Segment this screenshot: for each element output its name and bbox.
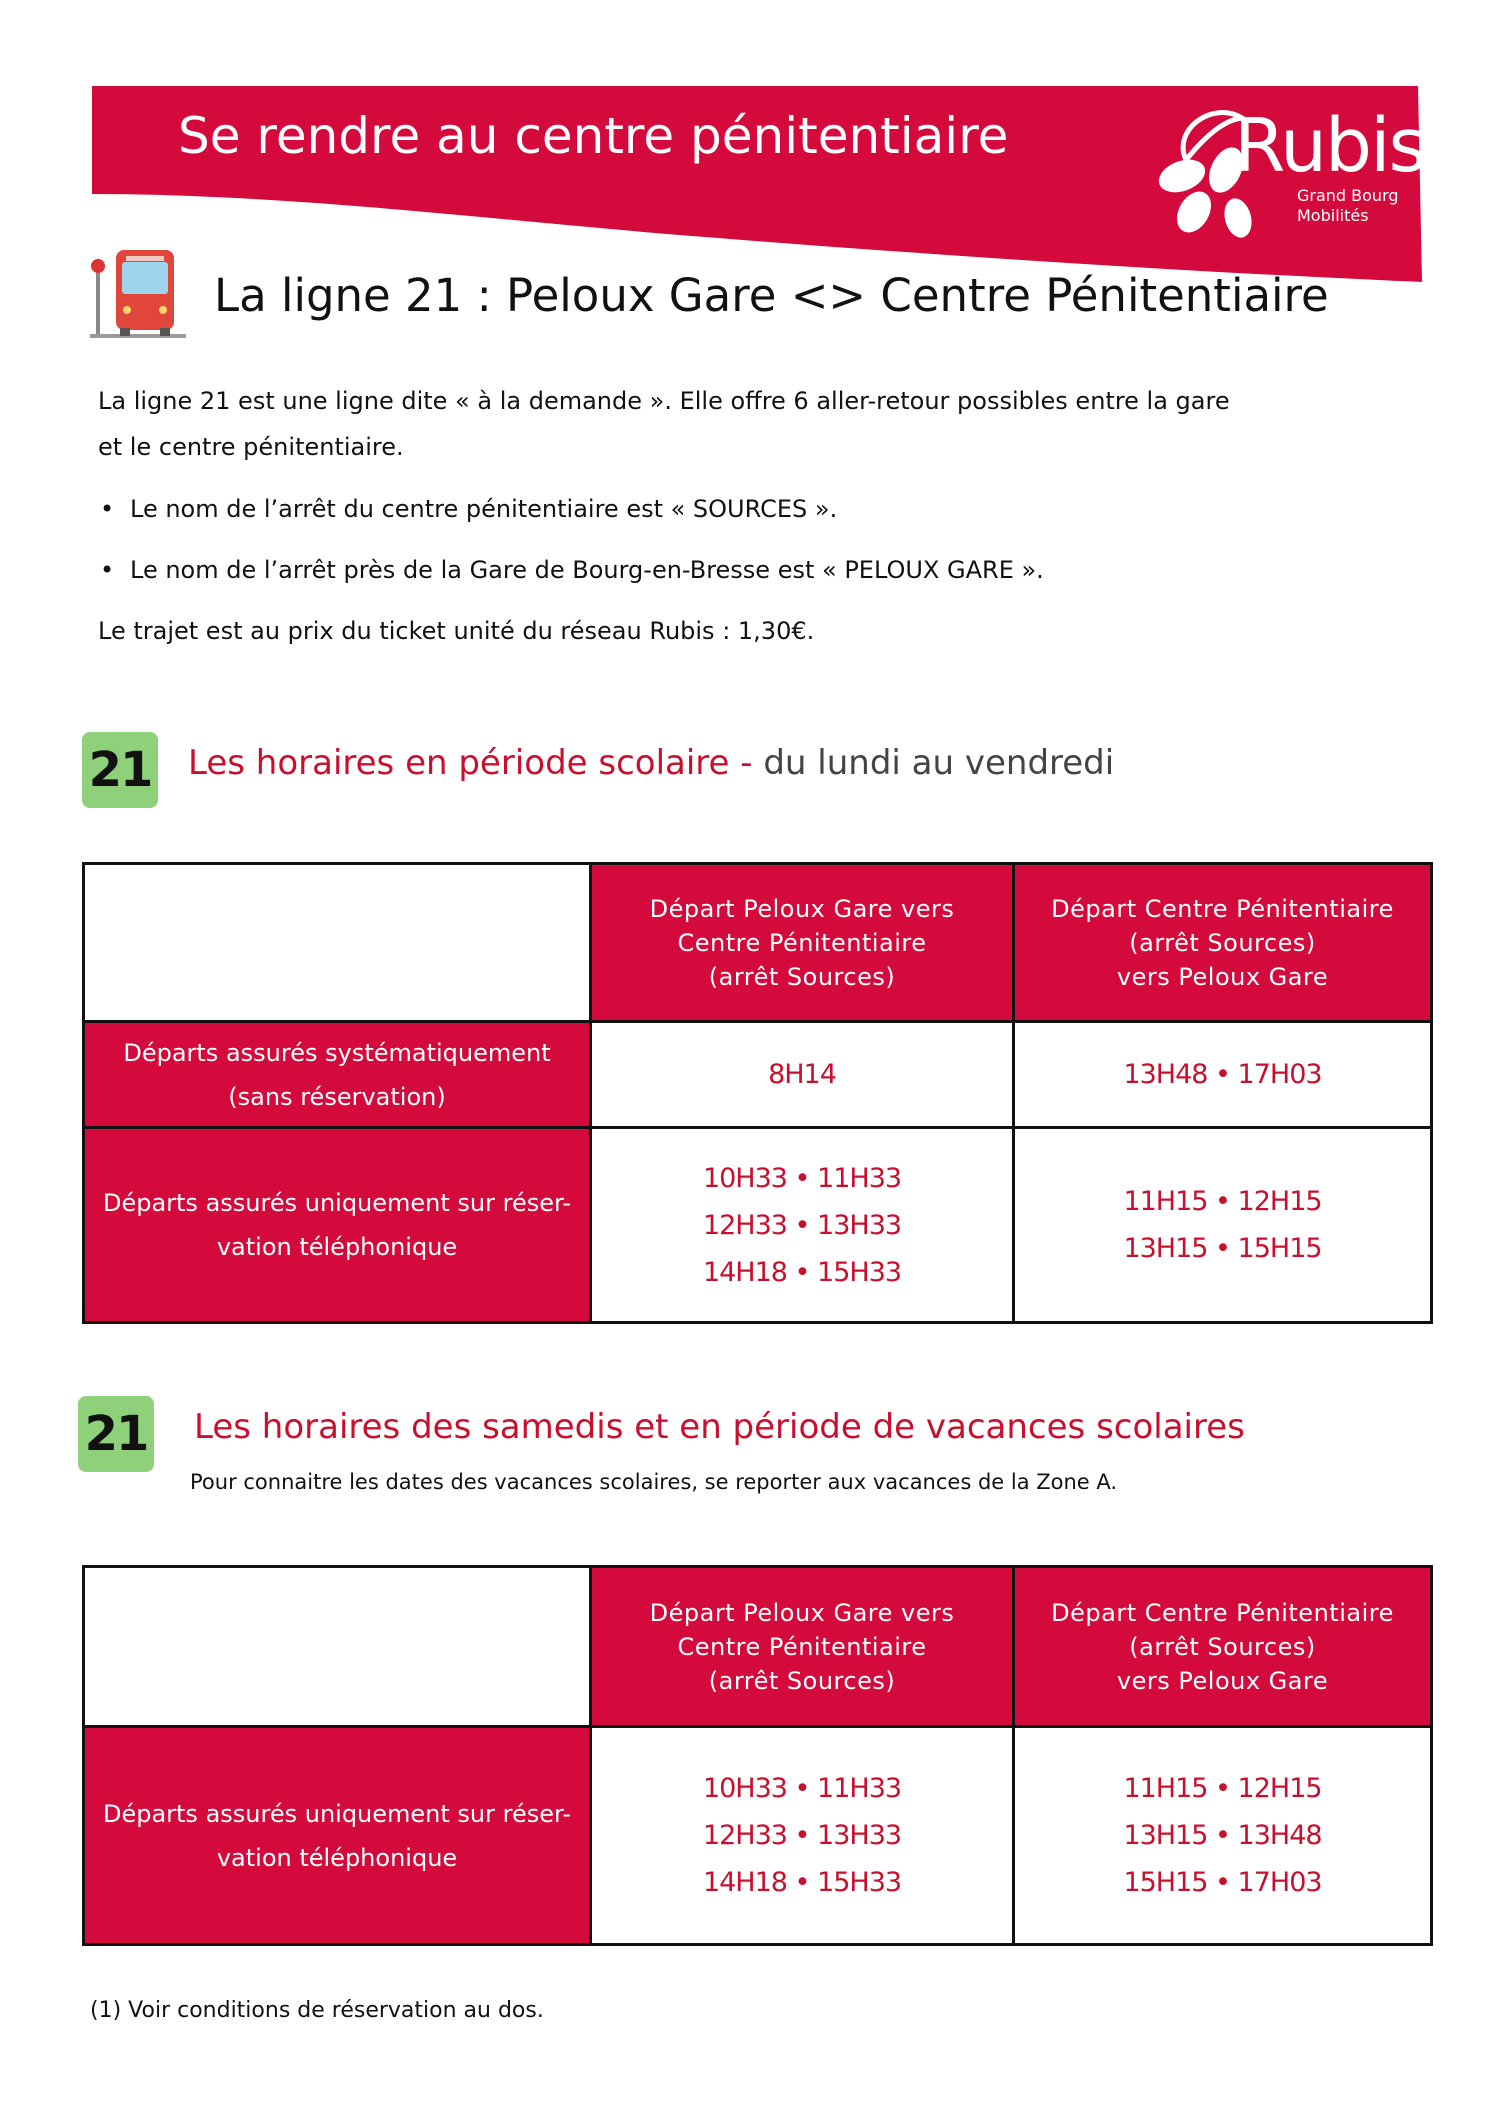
row-header-reservation: Départs assurés uniquement sur réser- vation téléphonique [84,1727,591,1945]
intro-text [98,378,1348,654]
times-cell: 10H33 • 11H33 12H33 • 13H33 14H18 • 15H33 [591,1128,1014,1323]
price-info: Le trajet est au prix du ticket unité du réseau Rubis : 1,30€. [98,617,815,645]
list-item: • Le nom de l’arrêt près de la Gare de Bourg-en-Bresse est « PELOUX GARE ». [98,547,1348,593]
times-cell: 11H15 • 12H15 13H15 • 15H15 [1014,1128,1432,1323]
school-schedule-table [82,862,1433,1324]
brand-subtitle: Grand Bourg Mobilités [1297,186,1399,225]
times-cell: 13H48 • 17H03 [1014,1022,1432,1128]
list-item: • Le nom de l’arrêt du centre pénitentiaire est « SOURCES ». [98,486,1348,532]
column-header-centre-penitentiaire: Départ Centre Pénitentiaire (arrêt Sources) vers Peloux Gare [1014,1567,1432,1727]
page-title: Se rendre au centre pénitentiaire [178,107,1009,165]
section-title-school: Les horaires en période scolaire - du lundi au vendredi [188,743,1115,783]
times-cell: 10H33 • 11H33 12H33 • 13H33 14H18 • 15H33 [591,1727,1014,1945]
intro-paragraph: La ligne 21 est une ligne dite « à la demande ». Elle offre 6 aller-retour possibles entre la gare [98,387,1230,415]
footnote: (1) Voir conditions de réservation au dos. [90,1998,544,2023]
holiday-note: Pour connaitre les dates des vacances scolaires, se reporter aux vacances de la Zone A. [190,1470,1118,1494]
intro-paragraph-cont: et le centre pénitentiaire. [98,433,404,461]
holiday-schedule-table [82,1565,1433,1946]
column-header-centre-penitentiaire: Départ Centre Pénitentiaire (arrêt Sources) vers Peloux Gare [1014,864,1432,1022]
column-header-peloux-gare: Départ Peloux Gare vers Centre Pénitentiaire (arrêt Sources) [591,864,1014,1022]
line-title: La ligne 21 : Peloux Gare <> Centre Pénitentiaire [214,269,1329,322]
times-cell: 8H14 [591,1022,1014,1128]
brand-name: Rubis [1234,103,1426,189]
times-cell: 11H15 • 12H15 13H15 • 13H48 15H15 • 17H03 [1014,1727,1432,1945]
column-header-peloux-gare: Départ Peloux Gare vers Centre Pénitentiaire (arrêt Sources) [591,1567,1014,1727]
bus-stop-icon [90,248,186,344]
line-heading [90,248,1390,348]
section-title-holidays: Les horaires des samedis et en période de vacances scolaires [194,1407,1245,1447]
stop-list [98,486,1348,593]
row-header-reservation: Départs assurés uniquement sur réser- vation téléphonique [84,1128,591,1323]
table-corner [84,1567,591,1727]
line-21-badge: 21 [78,1396,154,1472]
table-corner [84,864,591,1022]
line-21-badge: 21 [82,732,158,808]
row-header-systematic: Départs assurés systématiquement (sans réservation) [84,1022,591,1128]
